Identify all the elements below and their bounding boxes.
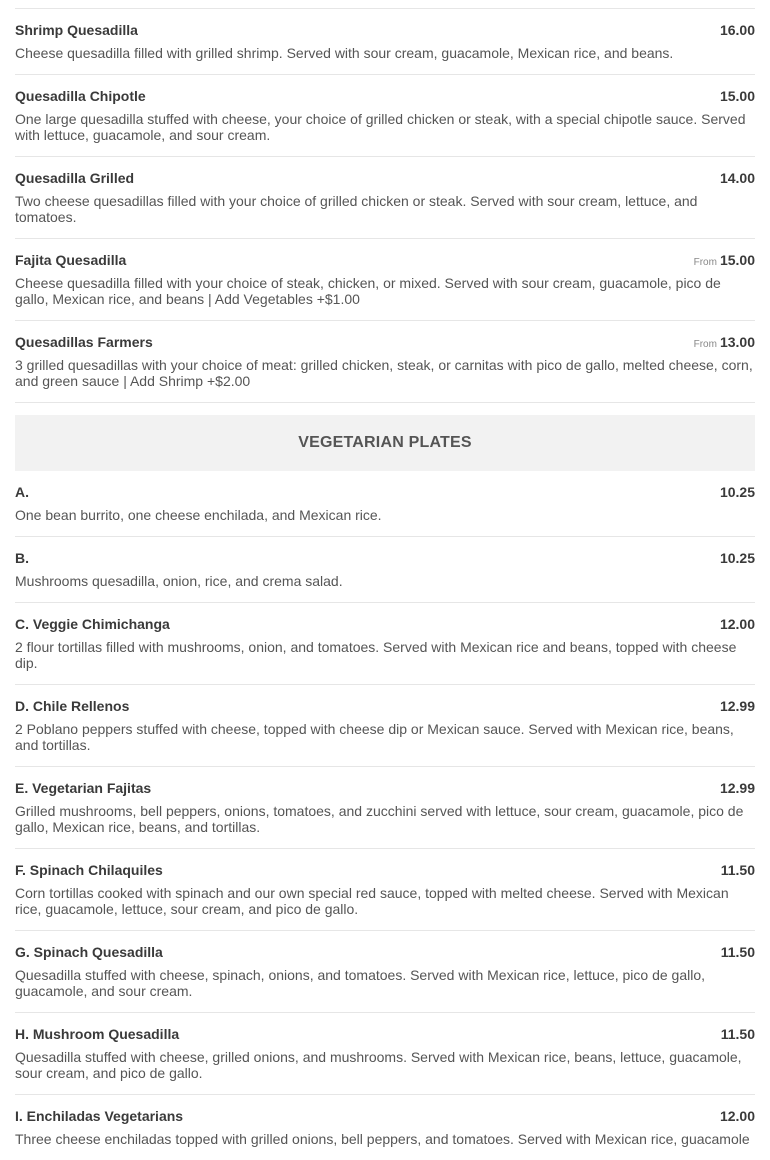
menu-item-price-group [720, 1108, 755, 1124]
menu-item-name: Shrimp Quesadilla [15, 22, 138, 38]
menu-item-name: Quesadillas Farmers [15, 334, 153, 350]
menu-item-header [15, 1026, 755, 1042]
menu-item-price-group [694, 334, 755, 353]
menu-item-price: 13.00 [719, 334, 755, 350]
menu-item-price-group [720, 22, 755, 38]
menu-item-name: D. Chile Rellenos [15, 698, 130, 714]
menu-item-description: Cheese quesadilla filled with grilled shrimp. Served with sour cream, guacamole, Mexican rice, and beans. [15, 45, 674, 61]
menu-item-price-group [720, 88, 755, 104]
menu-item-quesadillas-farmers [15, 321, 755, 403]
menu-item-price: 14.00 [719, 170, 755, 186]
menu-item-quesadilla-grilled [15, 157, 755, 239]
menu-item-f-spinach-chilaquiles [15, 849, 755, 931]
section-heading-vegetarian-plates: VEGETARIAN PLATES [15, 415, 755, 471]
menu-item-description: One bean burrito, one cheese enchilada, and Mexican rice. [15, 507, 382, 523]
menu-item-header [15, 1108, 755, 1124]
menu-item-price: 12.00 [719, 1108, 755, 1124]
menu-item-name: C. Veggie Chimichanga [15, 616, 170, 632]
menu-item-header [15, 484, 755, 500]
menu-item-description: One large quesadilla stuffed with cheese, your choice of grilled chicken or steak, with a special chipotle sauce. Served with lettuce, guacamole, and sour cream. [15, 111, 746, 143]
menu-item-price: 10.25 [719, 550, 755, 566]
menu-item-header [15, 170, 755, 186]
menu-item-header [15, 252, 755, 268]
menu-item-price-group [720, 170, 755, 186]
menu-item-description: 2 flour tortillas filled with mushrooms, onion, and tomatoes. Served with Mexican rice and beans, topped with cheese dip. [15, 639, 737, 671]
menu-item-e-vegetarian-fajitas [15, 767, 755, 849]
menu-item-price-group [721, 1026, 755, 1042]
menu-item-shrimp-quesadilla [15, 9, 755, 75]
menu-item-i-enchiladas-vegetarians [15, 1095, 755, 1160]
menu-item-price-group [720, 484, 755, 500]
menu-item-description: Three cheese enchiladas topped with grilled onions, bell peppers, and tomatoes. Served with Mexican rice, guacamole [15, 1131, 750, 1147]
menu-item-header [15, 780, 755, 796]
menu-item-description: Corn tortillas cooked with spinach and our own special red sauce, topped with melted cheese. Served with Mexican rice, guacamole, lettuce, sour cream, and pico de gallo. [15, 885, 729, 917]
menu-item-header [15, 550, 755, 566]
menu-item-description: Quesadilla stuffed with cheese, spinach, onions, and tomatoes. Served with Mexican rice, lettuce, pico de gallo, guacamole, and sour cream. [15, 967, 706, 999]
menu-item-description: Quesadilla stuffed with cheese, grilled onions, and mushrooms. Served with Mexican rice, beans, lettuce, guacamole, sour cream, and pico de gallo. [15, 1049, 742, 1081]
menu-item-name: Fajita Quesadilla [15, 252, 127, 268]
menu-item-description: Two cheese quesadillas filled with your choice of grilled chicken or steak. Served with sour cream, lettuce, and tomatoes. [15, 193, 698, 225]
menu-item-name: I. Enchiladas Vegetarians [15, 1108, 184, 1124]
price-from-label: From [693, 339, 717, 350]
menu-item-header [15, 862, 755, 878]
menu-item-c-veggie-chimichanga [15, 603, 755, 685]
menu-item-price-group [720, 616, 755, 632]
menu-item-name: Quesadilla Grilled [15, 170, 135, 186]
menu-item-a [15, 471, 755, 537]
menu-item-price-group [721, 944, 755, 960]
menu-item-name: A. [15, 484, 29, 500]
menu-item-price-group [720, 698, 755, 714]
menu-item-header [15, 88, 755, 104]
menu-item-name: F. Spinach Chilaquiles [15, 862, 163, 878]
menu-item-price-group [694, 252, 755, 271]
menu-item-name: G. Spinach Quesadilla [15, 944, 163, 960]
menu-item-price: 12.99 [719, 698, 755, 714]
menu-item-header [15, 22, 755, 38]
menu-item-fajita-quesadilla [15, 239, 755, 321]
menu-item-price: 15.00 [719, 88, 755, 104]
menu-item-header [15, 334, 755, 350]
menu-item-price: 12.99 [719, 780, 755, 796]
menu-item-description: Grilled mushrooms, bell peppers, onions, tomatoes, and zucchini served with lettuce, sour cream, guacamole, pico de gallo, Mexican rice, beans, and tortillas. [15, 803, 744, 835]
menu-item-price-group [721, 862, 755, 878]
menu-item-header [15, 698, 755, 714]
menu-item-quesadilla-chipotle [15, 75, 755, 157]
menu-item-header [15, 616, 755, 632]
menu-item-price: 15.00 [719, 252, 755, 268]
menu-item-price: 10.25 [719, 484, 755, 500]
menu-item-price: 11.50 [720, 1026, 755, 1042]
menu-item-name: H. Mushroom Quesadilla [15, 1026, 180, 1042]
menu-list [15, 8, 755, 1160]
menu-item-d-chile-rellenos [15, 685, 755, 767]
menu-item-b [15, 537, 755, 603]
menu-item-g-spinach-quesadilla [15, 931, 755, 1013]
menu-item-description: 2 Poblano peppers stuffed with cheese, topped with cheese dip or Mexican sauce. Served with Mexican rice, beans, and tortillas. [15, 721, 734, 753]
menu-item-price-group [720, 550, 755, 566]
menu-item-price: 16.00 [719, 22, 755, 38]
menu-item-name: B. [15, 550, 29, 566]
menu-item-h-mushroom-quesadilla [15, 1013, 755, 1095]
menu-item-price: 12.00 [719, 616, 755, 632]
menu-item-price: 11.50 [720, 944, 755, 960]
menu-item-price-group [720, 780, 755, 796]
menu-item-description: 3 grilled quesadillas with your choice of meat: grilled chicken, steak, or carnitas with pico de gallo, melted cheese, corn, and green sauce | Add Shrimp +$2.00 [15, 357, 753, 389]
menu-item-header [15, 944, 755, 960]
menu-item-price: 11.50 [720, 862, 755, 878]
menu-item-description: Cheese quesadilla filled with your choice of steak, chicken, or mixed. Served with sour cream, guacamole, pico de gallo, Mexican rice, and beans | Add Vegetables +$1.00 [15, 275, 721, 307]
price-from-label: From [693, 257, 717, 268]
menu-item-description: Mushrooms quesadilla, onion, rice, and crema salad. [15, 573, 343, 589]
menu-item-name: Quesadilla Chipotle [15, 88, 146, 104]
menu-item-name: E. Vegetarian Fajitas [15, 780, 152, 796]
